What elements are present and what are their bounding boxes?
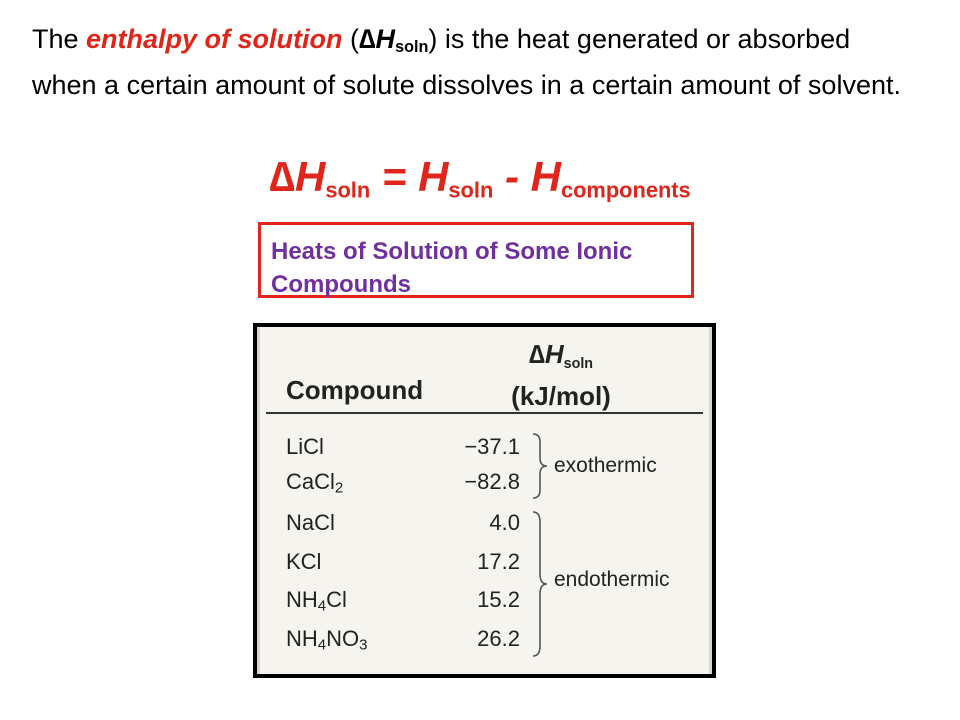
intro-term: enthalpy of solution bbox=[86, 24, 343, 54]
intro-paragraph bbox=[32, 20, 912, 104]
compound-name: $NH_4Cl$ bbox=[286, 587, 347, 615]
intro-prefix: The bbox=[32, 24, 87, 54]
table-row bbox=[264, 622, 705, 658]
equation-lhs: ∆H bbox=[269, 153, 326, 200]
equation-rhs-sub: components bbox=[560, 177, 691, 203]
enthalpy-equation bbox=[0, 152, 960, 216]
table-caption: Heats of Solution of Some Ionic Compounds bbox=[258, 222, 694, 298]
compound-name: LiCl bbox=[286, 434, 324, 459]
header-value-symbol: ∆H bbox=[528, 339, 564, 369]
equation-mid-sub: soln bbox=[448, 177, 494, 203]
header-compound: Compound bbox=[286, 375, 424, 405]
equation-eq: = H bbox=[370, 153, 449, 200]
intro-symbol-sub: soln bbox=[395, 38, 429, 57]
compound-value: 15.2 bbox=[477, 587, 520, 612]
header-value bbox=[496, 338, 626, 412]
header-value-symbol-line bbox=[496, 338, 626, 380]
table-row bbox=[264, 506, 705, 542]
exothermic-brace bbox=[530, 432, 550, 500]
equation-lhs-sub: soln bbox=[325, 177, 371, 203]
group-exothermic: exothermic bbox=[554, 454, 657, 477]
compound-name: KCl bbox=[286, 549, 322, 574]
compound-value: 4.0 bbox=[489, 510, 520, 535]
group-endothermic: endothermic bbox=[554, 568, 670, 591]
endothermic-brace bbox=[530, 510, 550, 658]
compound-value: 17.2 bbox=[477, 549, 520, 574]
header-rule bbox=[266, 412, 703, 414]
equation-minus: - H bbox=[493, 153, 561, 200]
intro-open-paren: ( bbox=[342, 24, 360, 54]
compound-name: NaCl bbox=[286, 510, 335, 535]
header-value-unit: (kJ/mol) bbox=[511, 381, 611, 411]
compound-value: −37.1 bbox=[464, 434, 520, 459]
table-right-edge bbox=[709, 327, 712, 674]
compound-value: −82.8 bbox=[464, 469, 520, 494]
heats-of-solution-table bbox=[253, 323, 716, 678]
compound-name: CaCl$_2$ bbox=[286, 469, 344, 497]
compound-value: 26.2 bbox=[477, 626, 520, 651]
intro-rest: ) is the heat generated or absorbed when a certain amount of solute dissolves in a certain amount of solvent. bbox=[32, 24, 901, 101]
table-body bbox=[264, 332, 705, 669]
intro-symbol: ∆H bbox=[359, 24, 396, 54]
table-left-edge bbox=[257, 327, 260, 674]
compound-name: $NH_4NO_3$ bbox=[286, 626, 368, 654]
header-value-sub: soln bbox=[563, 356, 594, 372]
